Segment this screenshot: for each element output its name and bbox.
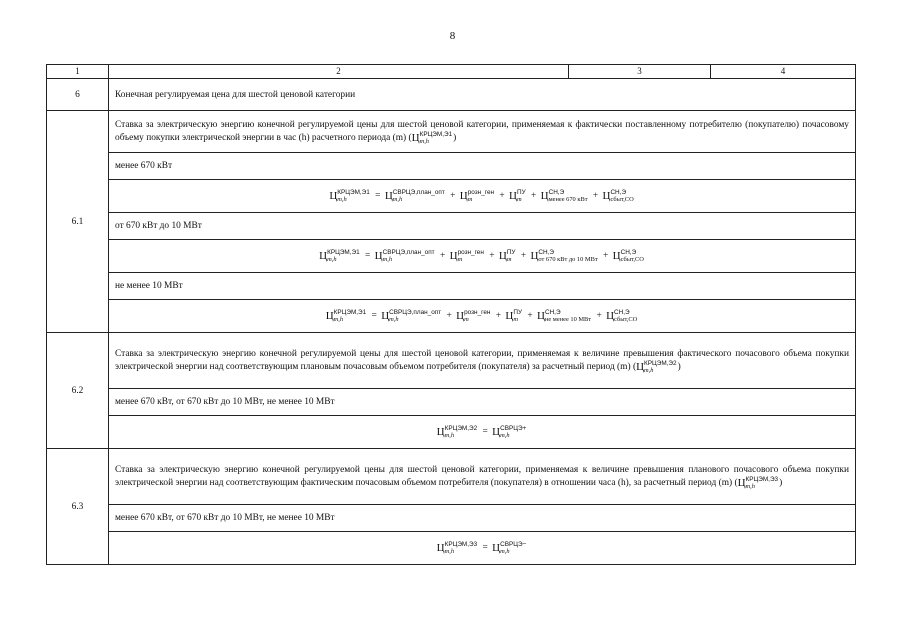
row-6-3-desc: Ставка за электрическую энергию конечной регулируемой цены для шестой ценовой категории, применяемая к величине превышения планового почасового объема покупки электрической энергии над соответствующим фактическим почасовым объемом потребителя (покупателя) в отношении часа (h), за расчетный период (m) (: [115, 464, 849, 488]
header-row: [47, 65, 856, 79]
row-6-2-description: [47, 333, 856, 389]
superscript: ПУ: [506, 249, 516, 256]
price-symbol: Ц: [384, 190, 393, 202]
row-6: [47, 79, 856, 111]
row-6-number: 6: [47, 79, 109, 111]
formula: [109, 240, 856, 273]
price-symbol: Ц: [509, 190, 517, 202]
plus-sign: +: [596, 311, 602, 321]
header-col-3: 3: [569, 65, 711, 79]
formula: [109, 180, 856, 213]
plus-sign: +: [520, 251, 527, 261]
subscript: сбыт,СО: [610, 196, 634, 203]
subscript: m: [457, 256, 463, 263]
superscript: ПУ: [516, 189, 526, 196]
superscript: КРЦЭМ,Э3: [745, 475, 779, 483]
row-6-1-category-1: [47, 153, 856, 180]
subscript: m: [464, 316, 469, 323]
plus-sign: +: [495, 311, 502, 321]
price-symbol: Ц: [606, 310, 615, 322]
row-6-2-text: [109, 333, 856, 389]
superscript: розн_ген: [467, 189, 495, 196]
category-label: не менее 10 МВт: [109, 273, 856, 300]
superscript: СВРЦЭ,план_опт: [392, 189, 445, 196]
price-symbol: Ц: [737, 476, 746, 489]
row-6-3-desc-end: ): [779, 477, 783, 488]
subscript: m,h: [419, 137, 430, 145]
price-symbol: Ц: [456, 310, 465, 322]
price-symbol: Ц: [492, 426, 501, 438]
price-symbol: Ц: [374, 250, 383, 262]
price-symbol: Ц: [602, 190, 611, 202]
superscript: СН,Э: [610, 189, 627, 196]
subscript: m,h: [327, 256, 337, 263]
superscript: СВРЦЭ,план_опт: [389, 309, 442, 316]
superscript: СН,Э: [544, 309, 561, 316]
superscript: СН,Э: [614, 309, 630, 316]
subscript: m,h: [444, 548, 455, 555]
formula: [109, 300, 856, 333]
page-number: 8: [449, 30, 456, 42]
superscript: СН,Э: [620, 249, 637, 256]
plus-sign: +: [499, 191, 505, 201]
superscript: ПУ: [513, 309, 523, 316]
equals-sign: =: [365, 251, 371, 261]
tariff-table: [46, 64, 856, 565]
price-symbol: Ц: [411, 131, 420, 144]
header-col-1: 1: [47, 65, 109, 79]
plus-sign: +: [446, 311, 452, 321]
row-6-1-formula-1: [47, 180, 856, 213]
superscript: КРЦЭМ,Э2: [644, 359, 677, 367]
superscript: СН,Э: [548, 189, 565, 196]
subscript: m: [513, 316, 518, 323]
subscript: сбыт,СО: [620, 256, 644, 263]
superscript: СВРЦЭ−: [500, 541, 527, 548]
subscript: m: [506, 256, 512, 263]
price-symbol: Ц: [537, 310, 545, 322]
plus-sign: +: [527, 311, 533, 321]
price-symbol: Ц: [492, 542, 501, 554]
subscript: m: [467, 196, 473, 203]
subscript: m: [516, 196, 522, 203]
subscript: m,h: [337, 196, 347, 203]
row-6-1-description: [47, 111, 856, 153]
row-6-3-text: [109, 449, 856, 505]
subscript: m,h: [389, 316, 399, 323]
superscript: КРЦЭМ,Э1: [419, 130, 453, 138]
subscript: m,h: [500, 548, 510, 555]
price-symbol: Ц: [381, 310, 390, 322]
row-6-title: Конечная регулируемая цена для шестой ценовой категории: [109, 79, 856, 111]
row-6-1-number: 6.1: [47, 111, 109, 333]
price-symbol: Ц: [498, 250, 507, 262]
price-symbol: Ц: [530, 250, 539, 262]
subscript: m,h: [500, 432, 510, 439]
category-label: менее 670 кВт, от 670 кВт до 10 МВт, не менее 10 МВт: [109, 505, 856, 532]
plus-sign: +: [530, 191, 537, 201]
price-symbol: Ц: [540, 190, 549, 202]
subscript: m,h: [333, 316, 344, 323]
superscript: розн_ген: [464, 309, 491, 316]
subscript: менее 670 кВт: [548, 196, 588, 203]
row-6-1-text: [109, 111, 856, 153]
plus-sign: +: [592, 191, 599, 201]
row-6-2-number: 6.2: [47, 333, 109, 449]
equals-sign: =: [482, 543, 488, 553]
superscript: СВРЦЭ,план_опт: [382, 249, 435, 256]
price-symbol: Ц: [319, 250, 328, 262]
row-6-3-category: [47, 505, 856, 532]
superscript: СВРЦЭ+: [500, 425, 527, 432]
subscript: сбыт,СО: [614, 316, 638, 323]
subscript: m,h: [745, 482, 755, 490]
equals-sign: =: [375, 191, 381, 201]
plus-sign: +: [489, 251, 495, 261]
price-symbol: Ц: [449, 250, 458, 262]
row-6-1-desc: Ставка за электрическую энергию конечной регулируемой цены для шестой ценовой категории, применяемая к фактически поставленному потребителю (покупателю) почасовому объему покупки электрической энергии в час (h) расчетного периода (m) (: [115, 119, 849, 143]
subscript: m,h: [444, 432, 455, 439]
subscript: от 670 кВт до 10 МВт: [538, 256, 598, 263]
price-symbol: Ц: [459, 190, 468, 202]
row-6-3-number: 6.3: [47, 449, 109, 565]
equals-sign: =: [482, 427, 488, 437]
price-symbol: Ц: [325, 310, 334, 322]
superscript: КРЦЭМ,Э2: [444, 425, 478, 432]
row-6-1-category-3: [47, 273, 856, 300]
plus-sign: +: [450, 191, 456, 201]
plus-sign: +: [439, 251, 446, 261]
row-6-1-desc-end: ): [453, 132, 457, 143]
subscript: m,h: [382, 256, 393, 263]
row-6-1-formula-3: [47, 300, 856, 333]
superscript: СН,Э: [538, 249, 555, 256]
price-symbol: Ц: [329, 190, 338, 202]
price-symbol: Ц: [505, 310, 514, 322]
superscript: КРЦЭМ,Э1: [333, 309, 367, 316]
header-col-4: 4: [711, 65, 856, 79]
price-symbol: Ц: [612, 250, 621, 262]
subscript: m,h: [644, 366, 654, 374]
plus-sign: +: [602, 251, 609, 261]
row-6-2-formula: [47, 416, 856, 449]
subscript: m,h: [392, 196, 403, 203]
row-6-3-formula: [47, 532, 856, 565]
row-6-2-category: [47, 389, 856, 416]
formula: [109, 416, 856, 449]
equals-sign: =: [371, 311, 377, 321]
row-6-2-desc-end: ): [677, 361, 681, 372]
price-symbol: Ц: [636, 360, 645, 373]
price-symbol: Ц: [436, 542, 445, 554]
category-label: менее 670 кВт, от 670 кВт до 10 МВт, не менее 10 МВт: [109, 389, 856, 416]
row-6-2-desc: Ставка за электрическую энергию конечной регулируемой цены для шестой ценовой категории, применяемая к величине превышения фактического почасового объема покупки электрической энергии над соответствующим плановым почасовым объемом потребителя (покупателя) за расчетный период (m) (: [115, 348, 849, 372]
superscript: КРЦЭМ,Э1: [337, 189, 370, 196]
superscript: КРЦЭМ,Э1: [327, 249, 360, 256]
category-label: от 670 кВт до 10 МВт: [109, 213, 856, 240]
row-6-1-formula-2: [47, 240, 856, 273]
row-6-3-description: [47, 449, 856, 505]
superscript: КРЦЭМ,Э3: [444, 541, 478, 548]
formula: [109, 532, 856, 565]
category-label: менее 670 кВт: [109, 153, 856, 180]
subscript: не менее 10 МВт: [544, 316, 592, 323]
row-6-1-category-2: [47, 213, 856, 240]
price-symbol: Ц: [436, 426, 445, 438]
header-col-2: 2: [109, 65, 569, 79]
superscript: розн_ген: [457, 249, 484, 256]
